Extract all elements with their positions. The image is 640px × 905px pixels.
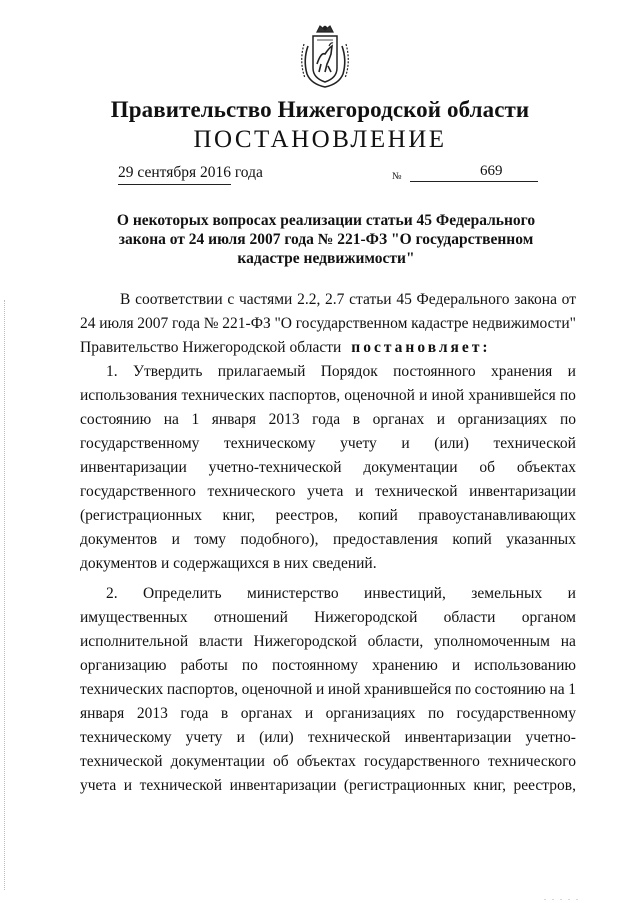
scan-artifact: . . . . . [544,893,580,902]
date-underline [118,184,231,185]
item1-line: государственного технического учета и технической инвентаризации [80,483,576,500]
item2-line: исполнительной власти Нижегородской области, уполномоченным на [80,633,576,650]
document-type: ПОСТАНОВЛЕНИЕ [193,126,447,153]
preamble-decree-verb: постановляет: [351,339,491,356]
organization-name: Правительство Нижегородской области [110,97,530,122]
title-line: кадастре недвижимости" [237,250,415,267]
item1-line: состоянию на 1 января 2013 года в органах и организациях по [80,411,576,428]
item2-line: техническому учету и (или) технической инвентаризации учетно- [80,729,576,746]
item1-line: документов и тому подобного), предоставления копий указанных [80,531,576,548]
item1-line: документов и содержащихся в них сведений. [80,555,377,572]
document-number: 669 [480,163,503,179]
item1-line: использования технических паспортов, оценочной и иной хранившейся по [80,387,576,404]
document-body [80,288,576,798]
item2-line: учета и технической инвентаризации (регистрационных книг, реестров, [80,777,576,794]
title-line: закона от 24 июля 2007 года № 221-ФЗ "О государственном [118,231,534,248]
item1-line: инвентаризации учетно-технической документации об объектах [80,459,576,476]
item1-line: (регистрационных книг, реестров, копий правоустанавливающих [80,507,576,524]
number-underline [410,181,538,182]
item2-line: имущественных отношений Нижегородской области органом [80,609,576,626]
number-sign: № [392,171,402,182]
coat-of-arms-icon [295,24,355,90]
preamble-line: 24 июля 2007 года № 221-ФЗ "О государственном кадастре недвижимости" [80,315,576,332]
document-date: 29 сентября 2016 года [118,164,263,181]
scan-edge [4,300,6,890]
preamble-line: В соответствии с частями 2.2, 2.7 статьи 45 Федерального закона от [120,291,576,308]
item2-line: января 2013 года в органах и организациях по государственному [80,705,576,722]
item1-line: государственному техническому учету и (или) технической [80,435,576,452]
title-line: О некоторых вопросах реализации статьи 45 Федерального [116,212,536,229]
preamble-subject: Правительство Нижегородской области [80,339,342,356]
item1-line: 1. Утвердить прилагаемый Порядок постоянного хранения и [106,363,576,380]
item2-line: 2. Определить министерство инвестиций, земельных и [106,585,576,602]
document-title [96,211,556,268]
item2-line: технической документации об объектах государственного технического [80,753,576,770]
item2-line: организацию работы по постоянному хранению и использованию [80,657,576,674]
preamble-line [80,336,576,360]
item2-line: технических паспортов, оценочной и иной хранившейся по состоянию на 1 [80,681,576,698]
